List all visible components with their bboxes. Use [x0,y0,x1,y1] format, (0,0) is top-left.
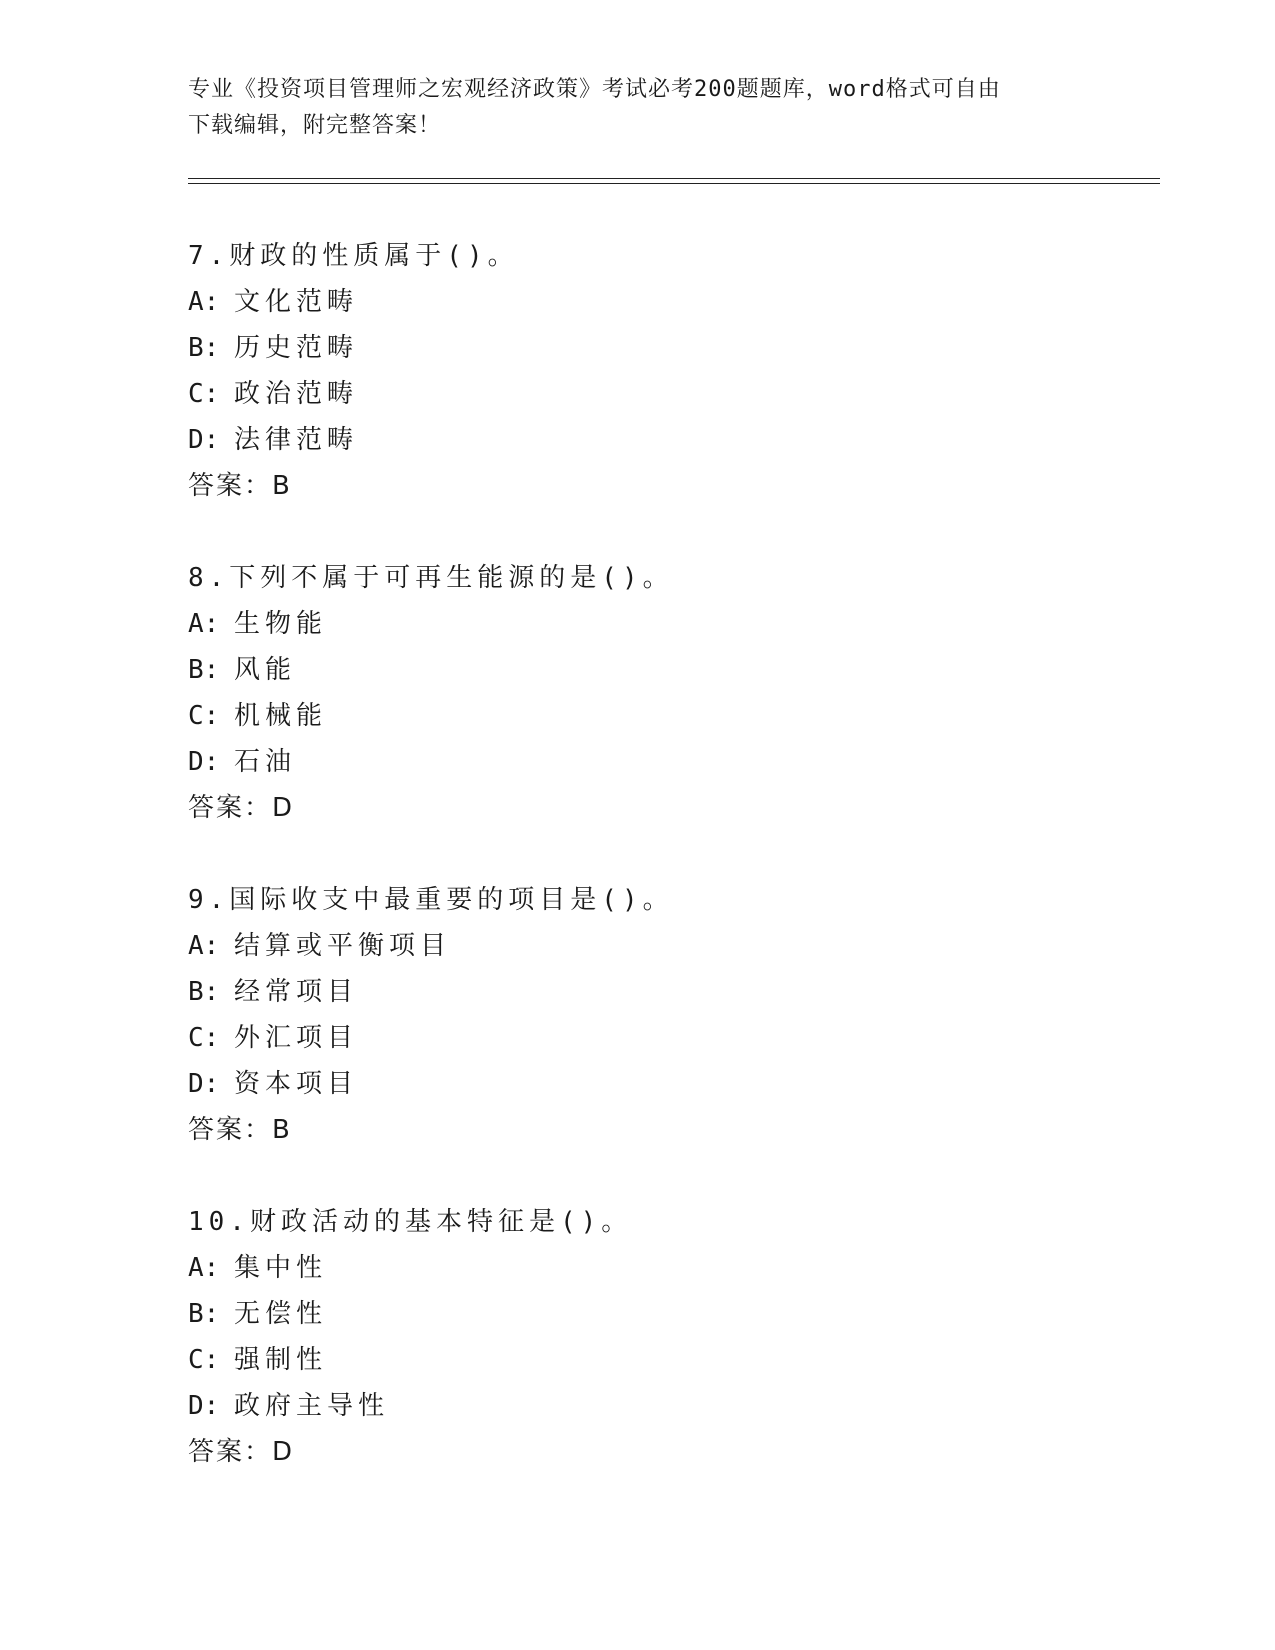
option-label: A: [188,287,220,317]
option-text: 无偿性 [234,1299,328,1329]
option-c [188,693,1148,739]
option-d [188,1383,1148,1429]
question-stem: 9.国际收支中最重要的项目是()。 [188,885,674,915]
option-text: 集中性 [234,1253,328,1283]
option-d [188,417,1148,463]
option-b [188,1291,1148,1337]
option-label: A: [188,609,220,639]
question-stem: 7.财政的性质属于()。 [188,241,519,271]
question-block [188,1199,1148,1475]
option-text: 生物能 [234,609,328,639]
option-c [188,371,1148,417]
option-text: 文化范畴 [234,287,359,317]
option-d [188,1061,1148,1107]
option-label: B: [188,655,220,685]
option-text: 政治范畴 [234,379,359,409]
header-line-2: 下载编辑，附完整答案！ [188,113,442,138]
header-divider [188,178,1160,184]
question-stem: 10.财政活动的基本特征是()。 [188,1207,633,1237]
option-a [188,279,1148,325]
option-text: 石油 [234,747,297,777]
option-d [188,739,1148,785]
option-c [188,1015,1148,1061]
option-label: B: [188,977,220,1007]
option-label: C: [188,1345,220,1375]
option-text: 政府主导性 [234,1391,390,1421]
answer-line: 答案：B [188,1115,292,1145]
option-text: 外汇项目 [234,1023,359,1053]
option-label: A: [188,1253,220,1283]
question-list [188,233,1148,1521]
option-label: C: [188,379,220,409]
option-a [188,923,1148,969]
option-label: D: [188,425,220,455]
header-line-1: 专业《投资项目管理师之宏观经济政策》考试必考200题题库，word格式可自由 [188,77,1001,102]
option-c [188,1337,1148,1383]
option-b [188,647,1148,693]
option-a [188,601,1148,647]
question-block [188,555,1148,831]
option-label: B: [188,333,220,363]
question-stem: 8.下列不属于可再生能源的是()。 [188,563,674,593]
option-text: 机械能 [234,701,328,731]
answer-line: 答案：D [188,793,295,823]
question-block [188,877,1148,1153]
option-label: B: [188,1299,220,1329]
answer-line: 答案：B [188,471,292,501]
option-text: 强制性 [234,1345,328,1375]
option-label: C: [188,1023,220,1053]
option-label: D: [188,1069,220,1099]
option-a [188,1245,1148,1291]
option-text: 经常项目 [234,977,359,1007]
option-label: D: [188,747,220,777]
option-text: 风能 [234,655,297,685]
option-label: C: [188,701,220,731]
option-text: 结算或平衡项目 [234,931,452,961]
document-header [188,72,1088,144]
option-text: 法律范畴 [234,425,359,455]
question-block [188,233,1148,509]
answer-line: 答案：D [188,1437,295,1467]
option-label: D: [188,1391,220,1421]
option-text: 资本项目 [234,1069,359,1099]
option-text: 历史范畴 [234,333,359,363]
option-b [188,325,1148,371]
option-b [188,969,1148,1015]
option-label: A: [188,931,220,961]
